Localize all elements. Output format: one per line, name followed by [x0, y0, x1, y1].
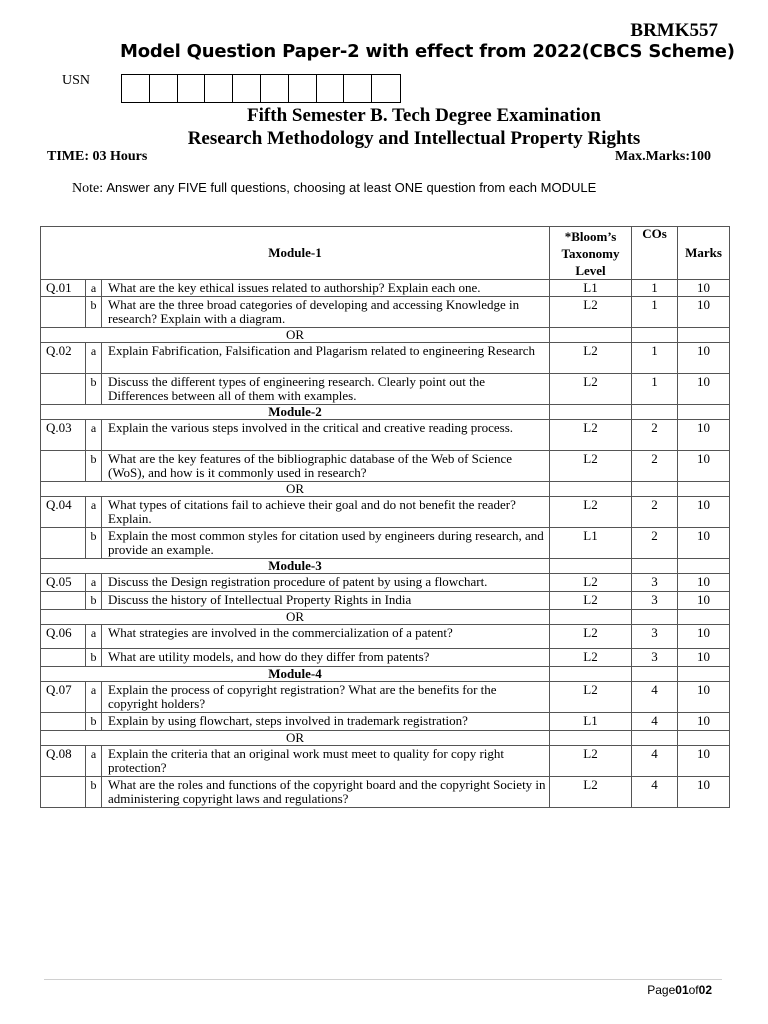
question-number: Q.01: [41, 280, 86, 297]
co-value: 3: [632, 625, 678, 649]
table-header-row: [41, 227, 730, 280]
question-number: [41, 592, 86, 610]
bloom-level: L2: [550, 451, 632, 482]
co-value: 2: [632, 497, 678, 528]
sub-question-label: a: [86, 420, 102, 451]
question-text: Discuss the Design registration procedure of patent by using a flowchart.: [102, 574, 550, 592]
empty-cell: [678, 610, 730, 625]
sub-question-label: a: [86, 682, 102, 713]
usn-box: [261, 75, 289, 102]
page-total: 02: [698, 983, 712, 997]
question-row: [41, 528, 730, 559]
marks-value: 10: [678, 682, 730, 713]
marks-value: 10: [678, 420, 730, 451]
question-text: What are utility models, and how do they differ from patents?: [102, 649, 550, 667]
marks-value: 10: [678, 713, 730, 731]
bloom-level: L2: [550, 420, 632, 451]
empty-cell: [678, 482, 730, 497]
usn-box: [205, 75, 233, 102]
sub-question-label: b: [86, 777, 102, 808]
question-row: [41, 649, 730, 667]
empty-cell: [550, 405, 632, 420]
module-row: [41, 667, 730, 682]
marks-value: 10: [678, 528, 730, 559]
empty-cell: [632, 482, 678, 497]
module-heading: Module-3: [41, 559, 550, 574]
module-row: [41, 559, 730, 574]
sub-question-label: a: [86, 625, 102, 649]
question-row: [41, 497, 730, 528]
co-value: 2: [632, 451, 678, 482]
question-number: Q.02: [41, 343, 86, 374]
empty-cell: [678, 667, 730, 682]
bloom-level: L2: [550, 625, 632, 649]
bloom-level: L2: [550, 374, 632, 405]
sub-question-label: a: [86, 497, 102, 528]
bloom-level: L1: [550, 280, 632, 297]
co-value: 1: [632, 280, 678, 297]
bloom-level: L2: [550, 746, 632, 777]
question-text: Explain the various steps involved in the critical and creative reading process.: [102, 420, 550, 451]
bloom-level: L2: [550, 592, 632, 610]
question-number: [41, 451, 86, 482]
sub-question-label: b: [86, 451, 102, 482]
module-heading: Module-2: [41, 405, 550, 420]
question-text: What are the roles and functions of the copyright board and the copyright Society in administering copyright laws and regulations?: [102, 777, 550, 808]
question-table: [40, 226, 730, 808]
empty-cell: [550, 610, 632, 625]
sub-question-label: b: [86, 713, 102, 731]
sub-question-label: a: [86, 280, 102, 297]
question-number: Q.07: [41, 682, 86, 713]
co-value: 2: [632, 420, 678, 451]
sub-question-label: b: [86, 592, 102, 610]
question-row: [41, 280, 730, 297]
usn-box: [317, 75, 345, 102]
bloom-level: L2: [550, 297, 632, 328]
question-row: [41, 297, 730, 328]
marks-value: 10: [678, 777, 730, 808]
marks-value: 10: [678, 574, 730, 592]
or-separator-row: [41, 610, 730, 625]
question-row: [41, 574, 730, 592]
bloom-header: *Bloom’s Taxonomy Level: [550, 227, 632, 280]
or-separator-row: [41, 328, 730, 343]
bloom-level: L2: [550, 777, 632, 808]
empty-cell: [550, 482, 632, 497]
empty-cell: [632, 667, 678, 682]
empty-cell: [632, 559, 678, 574]
footer-divider: [44, 979, 722, 980]
question-text: Discuss the history of Intellectual Property Rights in India: [102, 592, 550, 610]
question-text: What are the key ethical issues related to authorship? Explain each one.: [102, 280, 550, 297]
module-row: [41, 405, 730, 420]
question-row: [41, 777, 730, 808]
question-text: Explain Fabrification, Falsification and Plagarism related to engineering Research: [102, 343, 550, 374]
co-value: 4: [632, 713, 678, 731]
co-value: 1: [632, 374, 678, 405]
question-text: What strategies are involved in the commercialization of a patent?: [102, 625, 550, 649]
question-number: [41, 713, 86, 731]
or-label: OR: [41, 482, 550, 497]
question-number: Q.08: [41, 746, 86, 777]
paper-code: BRMK557: [630, 20, 718, 41]
question-row: [41, 343, 730, 374]
co-value: 4: [632, 777, 678, 808]
sub-question-label: a: [86, 574, 102, 592]
question-text: Explain the criteria that an original work must meet to quality for copy right protection?: [102, 746, 550, 777]
question-text: Explain the most common styles for citation used by engineers during research, and provide an example.: [102, 528, 550, 559]
sub-question-label: a: [86, 343, 102, 374]
empty-cell: [678, 731, 730, 746]
question-row: [41, 592, 730, 610]
question-text: What types of citations fail to achieve their goal and do not benefit the reader? Explain.: [102, 497, 550, 528]
marks-value: 10: [678, 649, 730, 667]
co-value: 3: [632, 649, 678, 667]
co-value: 1: [632, 343, 678, 374]
question-number: Q.05: [41, 574, 86, 592]
page-number: [647, 983, 712, 997]
bloom-level: L1: [550, 713, 632, 731]
marks-value: 10: [678, 746, 730, 777]
subject-name: Research Methodology and Intellectual Property Rights: [187, 128, 641, 149]
empty-cell: [550, 731, 632, 746]
question-number: [41, 374, 86, 405]
page-current: 01: [675, 983, 689, 997]
question-number: [41, 528, 86, 559]
exam-name: Fifth Semester B. Tech Degree Examination: [247, 105, 601, 126]
marks-value: 10: [678, 497, 730, 528]
question-number: Q.06: [41, 625, 86, 649]
question-text: Discuss the different types of engineering research. Clearly point out the Differences between all of them with examples.: [102, 374, 550, 405]
question-text: Explain by using flowchart, steps involved in trademark registration?: [102, 713, 550, 731]
question-number: [41, 777, 86, 808]
or-separator-row: [41, 482, 730, 497]
note-label: Note:: [72, 181, 104, 196]
or-label: OR: [41, 328, 550, 343]
question-text: What are the key features of the bibliographic database of the Web of Science (WoS), and how is it commonly used in research?: [102, 451, 550, 482]
question-row: [41, 374, 730, 405]
empty-cell: [678, 405, 730, 420]
question-number: [41, 297, 86, 328]
empty-cell: [678, 328, 730, 343]
sub-question-label: b: [86, 297, 102, 328]
paper-title: Model Question Paper-2 with effect from 2022(CBCS Scheme): [120, 41, 735, 62]
question-row: [41, 625, 730, 649]
sub-question-label: a: [86, 746, 102, 777]
bloom-level: L2: [550, 497, 632, 528]
sub-question-label: b: [86, 374, 102, 405]
question-row: [41, 420, 730, 451]
usn-box: [289, 75, 317, 102]
question-row: [41, 746, 730, 777]
co-value: 4: [632, 682, 678, 713]
question-number: [41, 649, 86, 667]
bloom-level: L2: [550, 649, 632, 667]
module-heading: Module-1: [41, 227, 550, 280]
question-row: [41, 713, 730, 731]
exam-note: [72, 180, 596, 197]
page-prefix: Page: [647, 983, 676, 997]
question-text: Explain the process of copyright registration? What are the benefits for the copyright holders?: [102, 682, 550, 713]
empty-cell: [632, 610, 678, 625]
empty-cell: [550, 667, 632, 682]
sub-question-label: b: [86, 649, 102, 667]
bloom-level: L2: [550, 682, 632, 713]
marks-value: 10: [678, 297, 730, 328]
usn-label: USN: [62, 73, 91, 88]
marks-value: 10: [678, 280, 730, 297]
marks-value: 10: [678, 374, 730, 405]
bloom-level: L2: [550, 574, 632, 592]
module-heading: Module-4: [41, 667, 550, 682]
usn-box: [122, 75, 150, 102]
marks-value: 10: [678, 625, 730, 649]
page-of: of: [688, 983, 699, 997]
question-row: [41, 451, 730, 482]
co-value: 3: [632, 592, 678, 610]
marks-value: 10: [678, 343, 730, 374]
bloom-level: L2: [550, 343, 632, 374]
usn-box: [372, 75, 400, 102]
or-separator-row: [41, 731, 730, 746]
co-value: 2: [632, 528, 678, 559]
usn-box: [150, 75, 178, 102]
question-row: [41, 682, 730, 713]
or-label: OR: [41, 610, 550, 625]
empty-cell: [550, 328, 632, 343]
or-label: OR: [41, 731, 550, 746]
empty-cell: [632, 328, 678, 343]
empty-cell: [678, 559, 730, 574]
note-text: Answer any FIVE full questions, choosing at least ONE question from each MODULE: [106, 180, 597, 195]
question-text: What are the three broad categories of developing and accessing Knowledge in research? Explain with a diagram.: [102, 297, 550, 328]
marks-header: Marks: [678, 227, 730, 280]
usn-box: [233, 75, 261, 102]
max-marks: Max.Marks:100: [614, 149, 711, 164]
co-value: 4: [632, 746, 678, 777]
usn-box: [178, 75, 206, 102]
empty-cell: [632, 731, 678, 746]
usn-box: [344, 75, 372, 102]
empty-cell: [550, 559, 632, 574]
exam-time: TIME: 03 Hours: [47, 149, 148, 164]
cos-header: COs: [632, 227, 678, 280]
marks-value: 10: [678, 451, 730, 482]
marks-value: 10: [678, 592, 730, 610]
co-value: 1: [632, 297, 678, 328]
question-number: Q.04: [41, 497, 86, 528]
question-number: Q.03: [41, 420, 86, 451]
co-value: 3: [632, 574, 678, 592]
sub-question-label: b: [86, 528, 102, 559]
usn-input-boxes: [121, 74, 401, 103]
empty-cell: [632, 405, 678, 420]
bloom-level: L1: [550, 528, 632, 559]
